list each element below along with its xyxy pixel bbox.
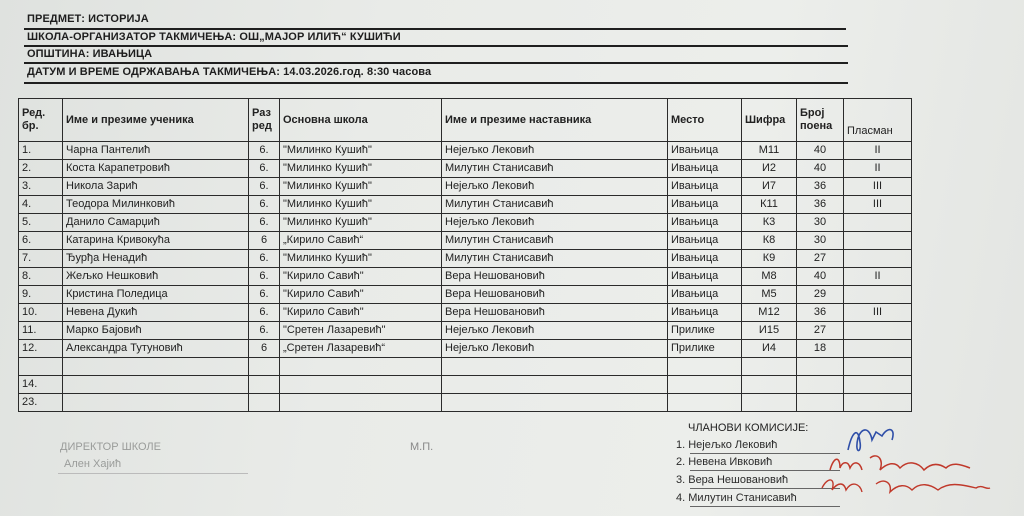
cell-code xyxy=(742,358,797,376)
commission-member-2: 2. Невена Ивковић xyxy=(676,456,773,468)
cell-points: 30 xyxy=(797,232,844,250)
cell-code: M11 xyxy=(742,142,797,160)
cell-no: 7. xyxy=(19,250,63,268)
cell-points: 40 xyxy=(797,160,844,178)
director-signature-line xyxy=(58,473,248,474)
cell-teacher: Нејељко Лековић xyxy=(442,178,668,196)
table-row xyxy=(19,160,912,178)
cell-points: 29 xyxy=(797,286,844,304)
table-row xyxy=(19,142,912,160)
table-row xyxy=(19,196,912,214)
cell-rank xyxy=(844,232,912,250)
col-header-number: Ред. бр. xyxy=(19,99,63,142)
cell-teacher: Нејељко Лековић xyxy=(442,142,668,160)
cell-no: 14. xyxy=(19,376,63,394)
table-row xyxy=(19,286,912,304)
cell-name: Катарина Кривокућа xyxy=(63,232,249,250)
cell-teacher: Милутин Станисавић xyxy=(442,250,668,268)
cell-grade: 6. xyxy=(249,286,280,304)
cell-school: "Кирило Савић" xyxy=(280,286,442,304)
cell-points: 40 xyxy=(797,142,844,160)
results-table xyxy=(18,98,912,412)
cell-grade xyxy=(249,394,280,412)
table-row xyxy=(19,178,912,196)
cell-no: 23. xyxy=(19,394,63,412)
cell-no: 5. xyxy=(19,214,63,232)
cell-rank: II xyxy=(844,268,912,286)
cell-points: 27 xyxy=(797,250,844,268)
cell-rank xyxy=(844,322,912,340)
cell-code: И4 xyxy=(742,340,797,358)
subject-line: ПРЕДМЕТ: ИСТОРИЈА xyxy=(27,13,149,25)
table-row xyxy=(19,358,912,376)
cell-points xyxy=(797,394,844,412)
cell-name xyxy=(63,394,249,412)
cell-code: К8 xyxy=(742,232,797,250)
cell-grade: 6. xyxy=(249,250,280,268)
cell-place: Ивањица xyxy=(668,304,742,322)
table-row xyxy=(19,232,912,250)
cell-teacher: Нејељко Лековић xyxy=(442,340,668,358)
cell-no: 2. xyxy=(19,160,63,178)
cell-grade xyxy=(249,358,280,376)
cell-name: Чарна Пантелић xyxy=(63,142,249,160)
cell-place: Прилике xyxy=(668,322,742,340)
cell-teacher xyxy=(442,358,668,376)
cell-rank xyxy=(844,340,912,358)
cell-name: Никола Зарић xyxy=(63,178,249,196)
table-row xyxy=(19,214,912,232)
col-header-points: Број поена xyxy=(797,99,844,142)
cell-no: 12. xyxy=(19,340,63,358)
cell-grade: 6. xyxy=(249,214,280,232)
table-row xyxy=(19,376,912,394)
cell-code: К11 xyxy=(742,196,797,214)
rule-3 xyxy=(24,62,848,64)
cell-name: Жељко Нешковић xyxy=(63,268,249,286)
cell-school: "Кирило Савић" xyxy=(280,268,442,286)
cell-school: „Сретен Лазаревић“ xyxy=(280,340,442,358)
cell-school: "Милинко Кушић" xyxy=(280,250,442,268)
cell-grade: 6. xyxy=(249,142,280,160)
cell-place: Ивањица xyxy=(668,160,742,178)
cell-place xyxy=(668,376,742,394)
school-organizer-line: ШКОЛА-ОРГАНИЗАТОР ТАКМИЧЕЊА: ОШ„МАЈОР ИЛИЋ“ КУШИЋИ xyxy=(27,31,401,43)
commission-member-4: 4. Милутин Станисавић xyxy=(676,492,797,504)
cell-rank xyxy=(844,286,912,304)
commission-member-3: 3. Вера Нешовановић xyxy=(676,474,789,486)
cell-teacher: Милутин Станисавић xyxy=(442,160,668,178)
handwritten-signatures xyxy=(800,418,1000,510)
cell-teacher: Вера Нешовановић xyxy=(442,304,668,322)
col-header-place: Место xyxy=(668,99,742,142)
cell-grade: 6 xyxy=(249,340,280,358)
cell-points xyxy=(797,358,844,376)
commission-title: ЧЛАНОВИ КОМИСИЈЕ: xyxy=(688,422,809,434)
cell-grade: 6. xyxy=(249,304,280,322)
cell-code: И15 xyxy=(742,322,797,340)
cell-teacher: Нејељко Лековић xyxy=(442,214,668,232)
cell-grade: 6 xyxy=(249,232,280,250)
cell-teacher: Милутин Станисавић xyxy=(442,232,668,250)
cell-points: 36 xyxy=(797,178,844,196)
cell-place: Ивањица xyxy=(668,268,742,286)
cell-no: 10. xyxy=(19,304,63,322)
cell-teacher xyxy=(442,394,668,412)
director-label: ДИРЕКТОР ШКОЛЕ xyxy=(60,441,161,453)
cell-school xyxy=(280,394,442,412)
cell-grade: 6. xyxy=(249,268,280,286)
cell-school: "Милинко Кушић" xyxy=(280,142,442,160)
cell-teacher: Вера Нешовановић xyxy=(442,268,668,286)
table-row xyxy=(19,322,912,340)
cell-rank xyxy=(844,358,912,376)
cell-code: M8 xyxy=(742,268,797,286)
cell-code: К3 xyxy=(742,214,797,232)
cell-no: 11. xyxy=(19,322,63,340)
table-row xyxy=(19,340,912,358)
cell-no: 1. xyxy=(19,142,63,160)
cell-place xyxy=(668,394,742,412)
cell-rank: II xyxy=(844,142,912,160)
cell-code: И2 xyxy=(742,160,797,178)
cell-school: "Кирило Савић" xyxy=(280,304,442,322)
cell-school xyxy=(280,358,442,376)
cell-name: Теодора Милинковић xyxy=(63,196,249,214)
cell-school: "Милинко Кушић" xyxy=(280,196,442,214)
cell-place: Ивањица xyxy=(668,250,742,268)
cell-place: Прилике xyxy=(668,340,742,358)
cell-grade: 6. xyxy=(249,178,280,196)
cell-school: "Милинко Кушић" xyxy=(280,214,442,232)
cell-place: Ивањица xyxy=(668,178,742,196)
cell-no: 9. xyxy=(19,286,63,304)
cell-name: Данило Самарџић xyxy=(63,214,249,232)
cell-grade: 6. xyxy=(249,160,280,178)
cell-rank: III xyxy=(844,178,912,196)
cell-no xyxy=(19,358,63,376)
table-header-row xyxy=(19,99,912,142)
table-row xyxy=(19,250,912,268)
cell-points: 27 xyxy=(797,322,844,340)
cell-name xyxy=(63,358,249,376)
col-header-teacher: Име и презиме наставника xyxy=(442,99,668,142)
table-row xyxy=(19,268,912,286)
cell-name: Кристина Поледица xyxy=(63,286,249,304)
col-header-placement: Пласман xyxy=(844,99,912,142)
cell-teacher: Вера Нешовановић xyxy=(442,286,668,304)
commission-member-1: 1. Нејељко Лековић xyxy=(676,439,778,451)
cell-school: "Милинко Кушић" xyxy=(280,160,442,178)
cell-teacher: Милутин Станисавић xyxy=(442,196,668,214)
date-time-line: ДАТУМ И ВРЕМЕ ОДРЖАВАЊА ТАКМИЧЕЊА: 14.03.2026.год. 8:30 часова xyxy=(27,66,432,78)
cell-rank xyxy=(844,214,912,232)
cell-points: 36 xyxy=(797,196,844,214)
cell-place: Ивањица xyxy=(668,232,742,250)
cell-points: 36 xyxy=(797,304,844,322)
cell-teacher xyxy=(442,376,668,394)
rule-1 xyxy=(24,28,846,30)
cell-name xyxy=(63,376,249,394)
col-header-student: Име и презиме ученика xyxy=(63,99,249,142)
director-name: Ален Хајић xyxy=(64,458,122,470)
cell-teacher: Нејељко Лековић xyxy=(442,322,668,340)
col-header-school: Основна школа xyxy=(280,99,442,142)
cell-no: 3. xyxy=(19,178,63,196)
cell-place xyxy=(668,358,742,376)
table-row xyxy=(19,394,912,412)
cell-grade: 6. xyxy=(249,196,280,214)
seal-mark: М.П. xyxy=(410,441,434,453)
cell-place: Ивањица xyxy=(668,214,742,232)
cell-name: Марко Бајовић xyxy=(63,322,249,340)
cell-place: Ивањица xyxy=(668,142,742,160)
cell-code: M12 xyxy=(742,304,797,322)
cell-name: Невена Дукић xyxy=(63,304,249,322)
municipality-line: ОПШТИНА: ИВАЊИЦА xyxy=(27,48,153,60)
cell-name: Ђурђа Ненадић xyxy=(63,250,249,268)
cell-place: Ивањица xyxy=(668,196,742,214)
cell-place: Ивањица xyxy=(668,286,742,304)
cell-name: Александра Тутуновић xyxy=(63,340,249,358)
cell-code: M5 xyxy=(742,286,797,304)
cell-name: Коста Карапетровић xyxy=(63,160,249,178)
cell-rank: II xyxy=(844,160,912,178)
table-row xyxy=(19,304,912,322)
cell-school xyxy=(280,376,442,394)
cell-school: "Сретен Лазаревић" xyxy=(280,322,442,340)
rule-4 xyxy=(24,82,848,84)
col-header-grade: Раз ред xyxy=(249,99,280,142)
cell-code xyxy=(742,394,797,412)
cell-points: 18 xyxy=(797,340,844,358)
cell-code: И7 xyxy=(742,178,797,196)
cell-grade: 6. xyxy=(249,322,280,340)
cell-code: К9 xyxy=(742,250,797,268)
cell-code xyxy=(742,376,797,394)
cell-no: 8. xyxy=(19,268,63,286)
cell-rank: III xyxy=(844,304,912,322)
cell-points: 40 xyxy=(797,268,844,286)
cell-school: „Кирило Савић“ xyxy=(280,232,442,250)
cell-points xyxy=(797,376,844,394)
cell-rank: III xyxy=(844,196,912,214)
rule-2 xyxy=(24,45,848,47)
cell-grade xyxy=(249,376,280,394)
cell-rank xyxy=(844,394,912,412)
cell-rank xyxy=(844,250,912,268)
cell-points: 30 xyxy=(797,214,844,232)
col-header-code: Шифра xyxy=(742,99,797,142)
cell-rank xyxy=(844,376,912,394)
cell-no: 4. xyxy=(19,196,63,214)
cell-no: 6. xyxy=(19,232,63,250)
cell-school: "Милинко Кушић" xyxy=(280,178,442,196)
